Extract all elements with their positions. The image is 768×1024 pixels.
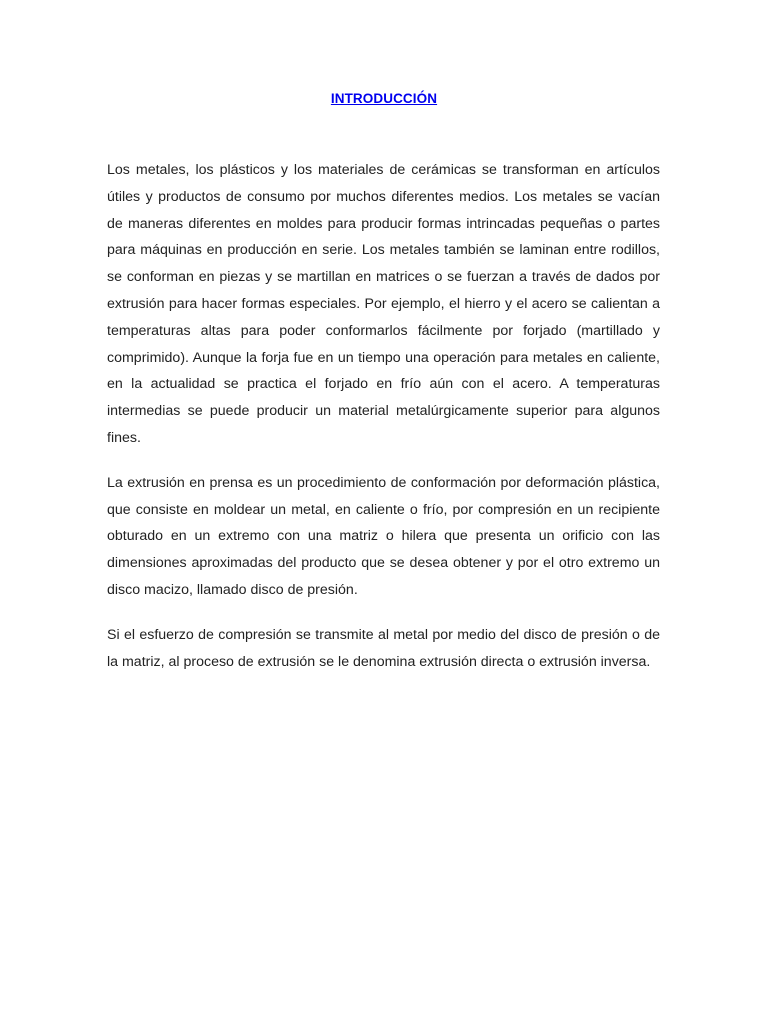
document-body bbox=[107, 157, 660, 693]
document-title: INTRODUCCIÓN bbox=[330, 91, 438, 106]
paragraph-1: Los metales, los plásticos y los materiales de cerámicas se transforman en artículos útiles y productos de consumo por muchos diferentes medios. Los metales se vacían de maneras diferentes en moldes para producir formas intrincadas pequeñas o partes para máquinas en producción en serie. Los metales también se laminan entre rodillos, se conforman en piezas y se martillan en matrices o se fuerzan a través de dados por extrusión para hacer formas especiales. Por ejemplo, el hierro y el acero se calientan a temperaturas altas para poder conformarlos fácilmente por forjado (martillado y comprimido). Aunque la forja fue en un tiempo una operación para metales en caliente, en la actualidad se practica el forjado en frío aún con el acero. A temperaturas intermedias se puede producir un material metalúrgicamente superior para algunos fines. bbox=[107, 162, 660, 446]
paragraph-2: La extrusión en prensa es un procedimiento de conformación por deformación plástica, que consiste en moldear un metal, en caliente o frío, por compresión en un recipiente obturado en un extremo con una matriz o hilera que presenta un orificio con las dimensiones aproximadas del producto que se desea obtener y por el otro extremo un disco macizo, llamado disco de presión. bbox=[107, 474, 660, 598]
paragraph-3: Si el esfuerzo de compresión se transmite al metal por medio del disco de presión o de la matriz, al proceso de extrusión se le denomina extrusión directa o extrusión inversa. bbox=[107, 626, 660, 670]
